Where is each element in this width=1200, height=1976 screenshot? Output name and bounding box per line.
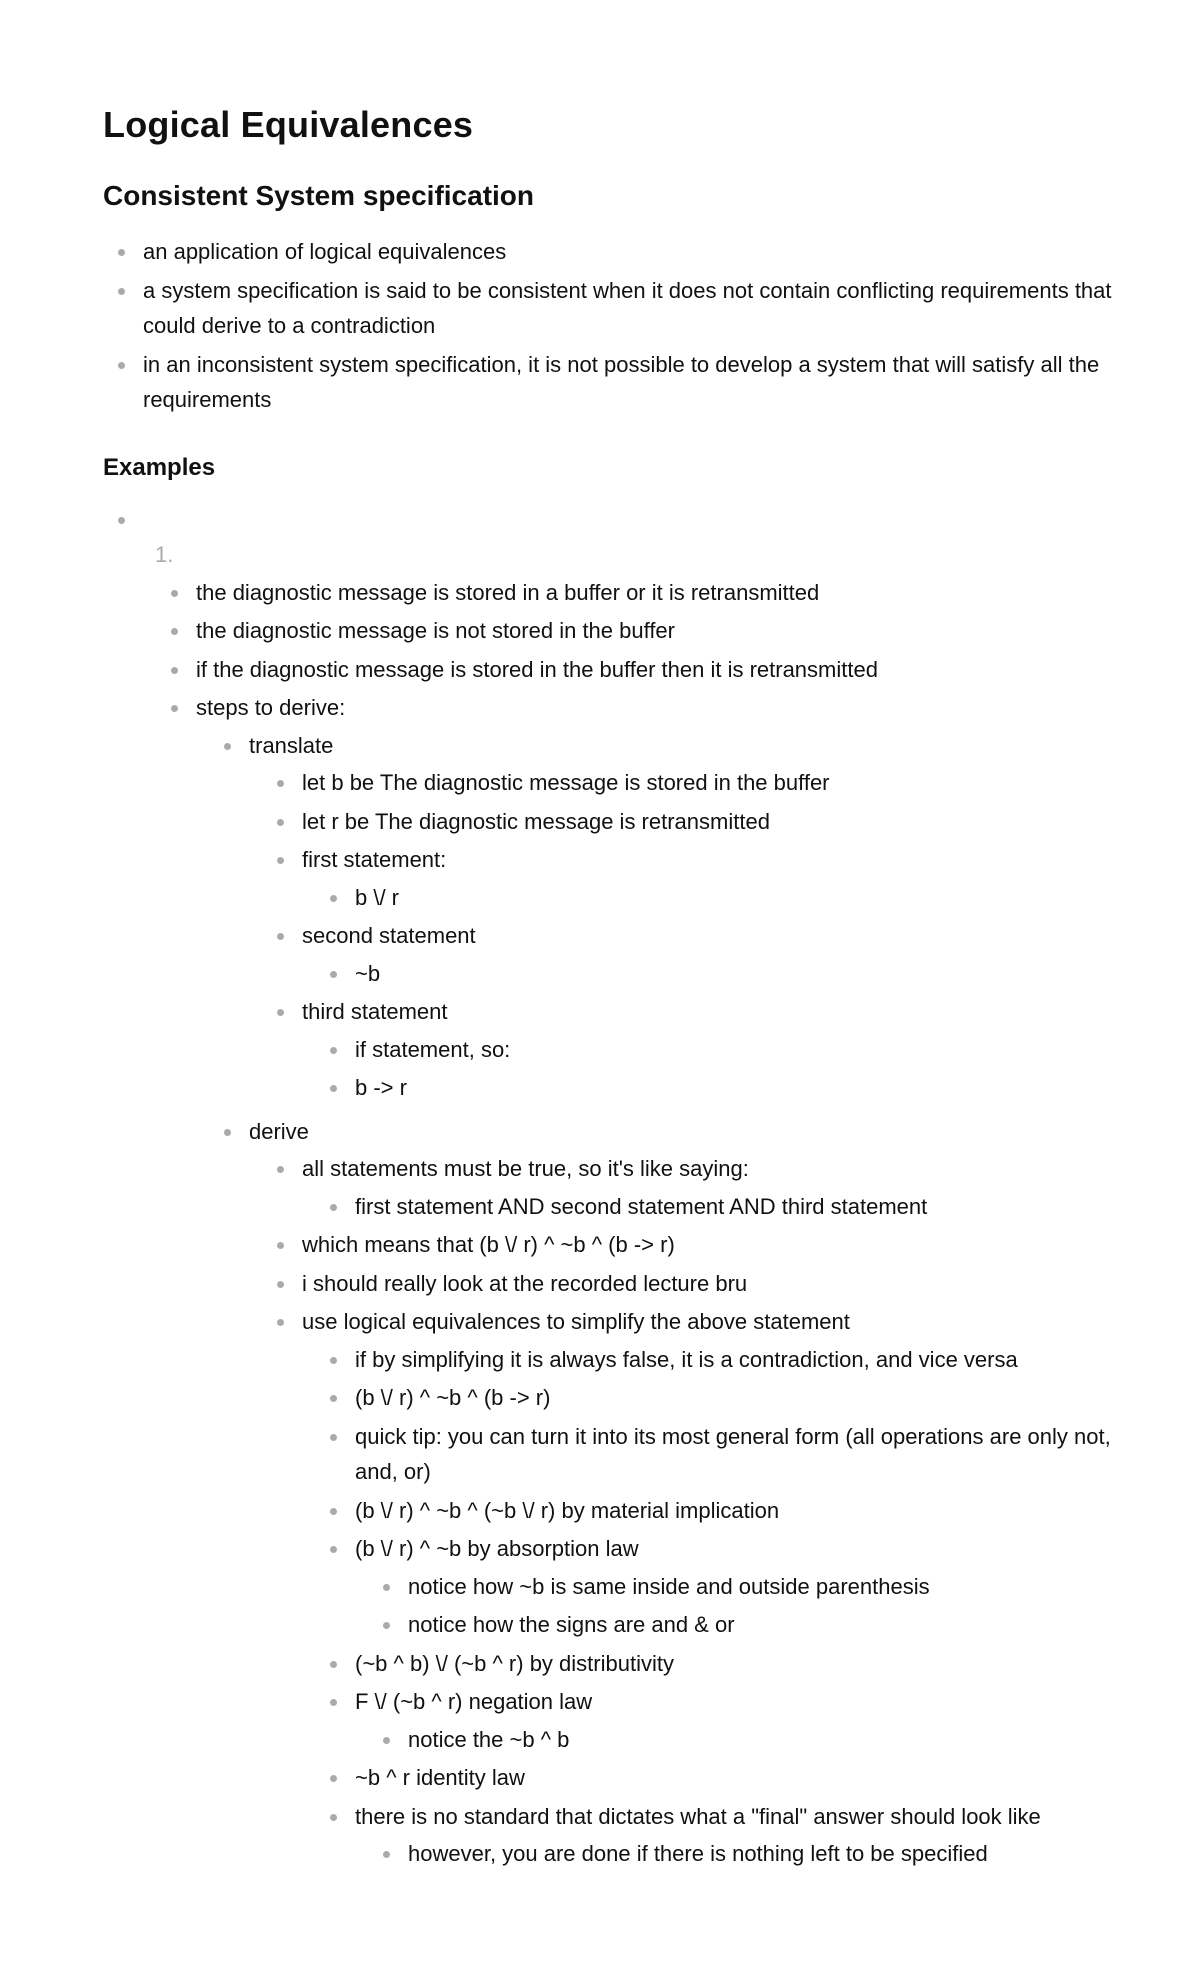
sub-list [315,880,1113,916]
first-statement-label: first statement: [302,847,447,872]
simplify-text: use logical equivalences to simplify the above statement [302,1309,850,1334]
list-item: if the diagnostic message is stored in the buffer then it is retransmitted [156,652,1113,688]
sub-list [315,1032,1113,1106]
derive-label: derive [249,1118,309,1144]
list-item: b -> r [315,1070,1113,1106]
derive-list [262,1151,1113,1872]
translate-label: translate [249,732,334,758]
intro-list [103,234,1113,418]
list-item: (b \/ r) ^ ~b ^ (~b \/ r) by material implication [315,1493,1113,1529]
list-item [262,918,1113,991]
list-item [262,1151,1113,1224]
list-item: b \/ r [315,880,1113,916]
list-item: a system specification is said to be consistent when it does not contain conflicting requirements that could derive to a contradiction [103,273,1113,344]
example-list [156,575,1113,1872]
list-item: notice the ~b ^ b [368,1722,1113,1758]
sub-list [315,956,1113,992]
list-item: in an inconsistent system specification, it is not possible to develop a system that will satisfy all the requirements [103,347,1113,418]
list-item: if statement, so: [315,1032,1113,1068]
list-item [315,1531,1113,1643]
sub-list [315,1189,1113,1225]
sub-list [368,1569,1113,1643]
list-item: if by simplifying it is always false, it is a contradiction, and vice versa [315,1342,1113,1378]
sub-list [315,1342,1113,1872]
list-item [209,728,1113,1106]
list-item: first statement AND second statement AND third statement [315,1189,1113,1225]
list-item: an application of logical equivalences [103,234,1113,270]
empty-bullet-line [143,502,1113,538]
list-item [315,1799,1113,1872]
section-heading: Consistent System specification [103,180,535,211]
list-item: however, you are done if there is nothing left to be specified [368,1836,1113,1872]
list-item: quick tip: you can turn it into its most general form (all operations are only not, and, or) [315,1419,1113,1490]
negation-step: F \/ (~b ^ r) negation law [355,1689,593,1714]
translate-list [262,765,1113,1106]
list-item [156,690,1113,1872]
final-answer-step: there is no standard that dictates what a "final" answer should look like [355,1803,1041,1829]
absorption-step: (b \/ r) ^ ~b by absorption law [355,1536,639,1561]
all-true-text: all statements must be true, so it's like saying: [302,1156,749,1181]
list-item: (b \/ r) ^ ~b ^ (b -> r) [315,1380,1113,1416]
list-item: the diagnostic message is stored in a buffer or it is retransmitted [156,575,1113,611]
list-item: i should really look at the recorded lecture bru [262,1266,1113,1302]
third-statement-label: third statement [302,999,448,1024]
list-item: (~b ^ b) \/ (~b ^ r) by distributivity [315,1646,1113,1682]
list-item: the diagnostic message is not stored in the buffer [156,613,1113,649]
list-item [262,1304,1113,1872]
document [103,98,1113,1875]
page-title: Logical Equivalences [103,104,474,145]
steps-list [209,728,1113,1872]
list-item [262,994,1113,1106]
sub-list [368,1722,1113,1758]
list-item [315,1684,1113,1757]
list-item: let r be The diagnostic message is retransmitted [262,804,1113,840]
list-item [103,502,1113,1872]
list-item: ~b ^ r identity law [315,1760,1113,1796]
numbered-item [143,537,1113,573]
list-item: let b be The diagnostic message is stored in the buffer [262,765,1113,801]
second-statement-label: second statement [302,923,476,948]
examples-heading: Examples [103,453,216,481]
list-item [209,1114,1113,1872]
examples-list [103,502,1113,1872]
list-item: ~b [315,956,1113,992]
steps-label: steps to derive: [196,695,346,720]
sub-list [368,1836,1113,1872]
list-item: notice how ~b is same inside and outside parenthesis [368,1569,1113,1605]
list-item: notice how the signs are and & or [368,1607,1113,1643]
list-item: which means that (b \/ r) ^ ~b ^ (b -> r) [262,1227,1113,1263]
item-number: 1. [155,542,174,567]
list-item [262,842,1113,915]
